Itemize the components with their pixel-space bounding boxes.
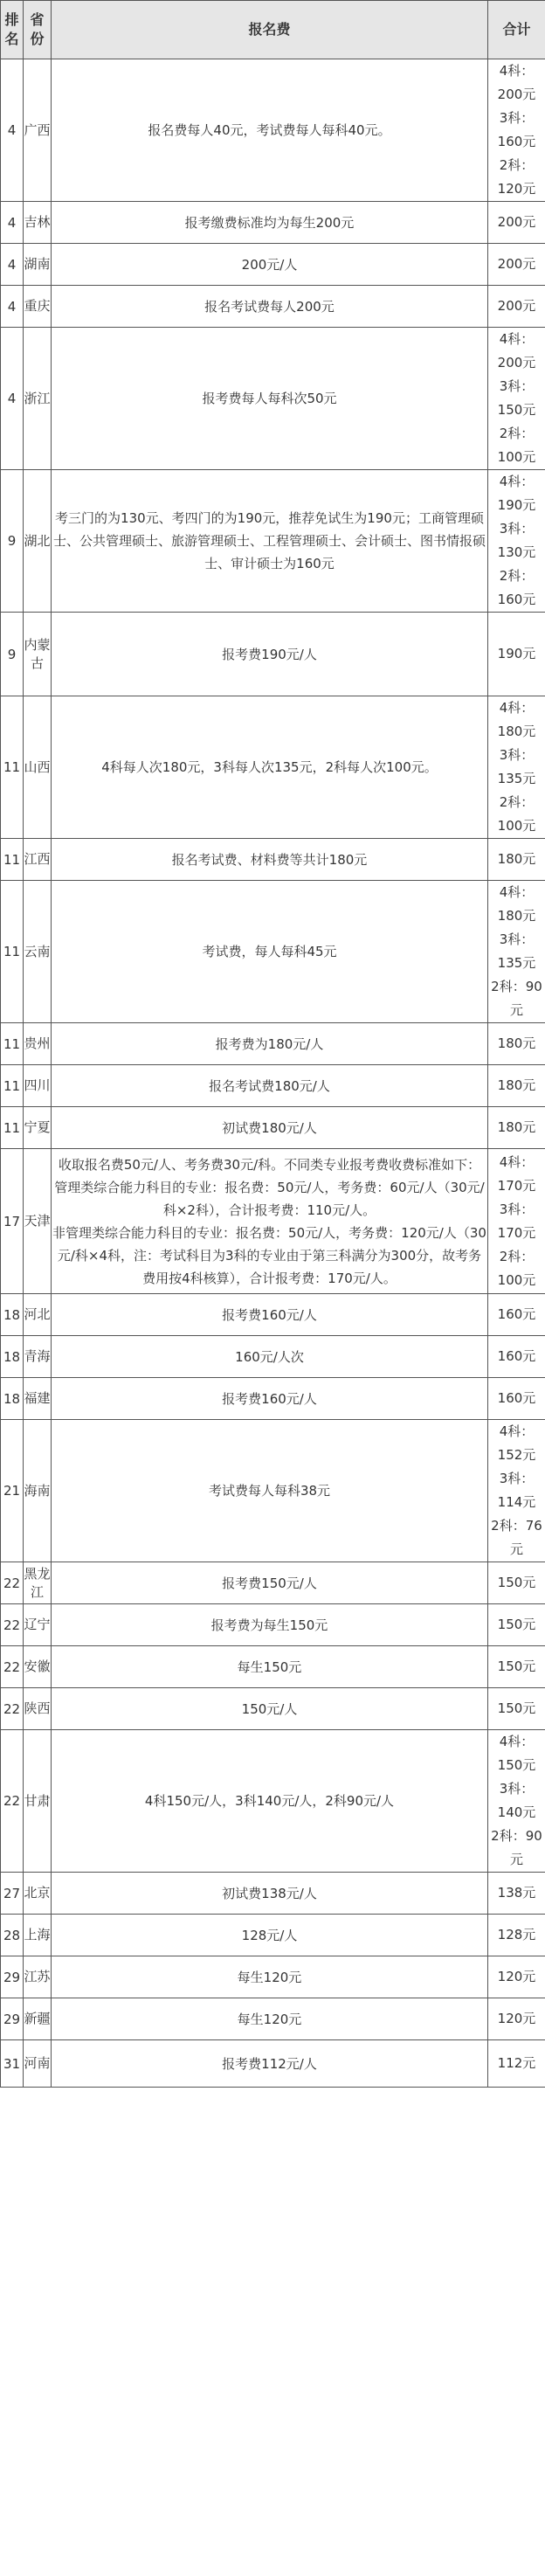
total-cell: [488, 1956, 545, 1998]
province-cell: 重庆: [24, 286, 52, 328]
total-text: 200元: [497, 256, 536, 272]
province-cell: 贵州: [24, 1023, 52, 1065]
total-text: 4科：190元: [497, 474, 536, 513]
table-row: [1, 1688, 545, 1730]
total-text: 4科：150元: [497, 1734, 536, 1773]
province-cell: 内蒙古: [24, 613, 52, 696]
total-cell: [488, 1915, 545, 1956]
province-cell: 宁夏: [24, 1107, 52, 1149]
province-cell: 陕西: [24, 1688, 52, 1730]
province-cell: 云南: [24, 881, 52, 1023]
rank-cell: 21: [1, 1420, 24, 1562]
table-row: [1, 1998, 545, 2040]
rank-cell: 9: [1, 613, 24, 696]
fee-text: 考试费，每人每科45元: [202, 944, 337, 959]
total-text: 2科：120元: [497, 157, 536, 197]
fee-cell: [52, 2040, 488, 2088]
total-cell: [488, 1107, 545, 1149]
total-cell: [488, 1336, 545, 1378]
total-cell: [488, 2040, 545, 2088]
table-row: [1, 1646, 545, 1688]
fee-text: 非管理类综合能力科目的专业：报名费：50元/人，考务费：120元/人（30元/科×4科，注：考试科目为3科的专业由于第三科满分为300分，故考务费用按4科核算），合计报考费：170元/人。: [52, 1224, 486, 1286]
province-cell: 新疆: [24, 1998, 52, 2040]
total-text: 180元: [497, 1077, 536, 1093]
fee-text: 报名考试费每人200元: [204, 298, 335, 315]
header-rank: 排名: [1, 1, 24, 59]
rank-cell: 11: [1, 1107, 24, 1149]
table-row: [1, 1023, 545, 1065]
rank-cell: 4: [1, 59, 24, 202]
fee-cell: [52, 1730, 488, 1873]
table-row: [1, 328, 545, 470]
fee-cell: [52, 839, 488, 881]
table-row: [1, 1420, 545, 1562]
total-text: 3科：130元: [497, 521, 536, 560]
total-cell: [488, 470, 545, 613]
fee-text: 150元/人: [241, 1700, 298, 1717]
fee-text: 每生120元: [237, 2011, 302, 2027]
fee-text: 考三门的为130元、考四门的为190元，推荐免试生为190元；工商管理硕士、公共管理硕士、旅游管理硕士、工程管理硕士、会计硕士、图书情报硕士、审计硕士为160元: [52, 510, 486, 571]
total-cell: [488, 1065, 545, 1107]
total-text: 3科：140元: [497, 1781, 536, 1820]
table-row: [1, 1604, 545, 1646]
total-text: 128元: [497, 1927, 536, 1942]
total-cell: [488, 1730, 545, 1873]
province-cell: 湖北: [24, 470, 52, 613]
rank-cell: 18: [1, 1336, 24, 1378]
table-row: [1, 613, 545, 696]
total-text: 3科：170元: [497, 1201, 536, 1241]
table-row: [1, 2040, 545, 2088]
fee-text: 报考费190元/人: [222, 646, 317, 662]
header-province: 省份: [24, 1, 52, 59]
total-text: 3科：114元: [497, 1471, 536, 1510]
rank-cell: 18: [1, 1378, 24, 1420]
total-cell: [488, 1149, 545, 1294]
fee-text: 128元/人: [241, 1927, 298, 1943]
province-cell: 福建: [24, 1378, 52, 1420]
rank-cell: 29: [1, 1998, 24, 2040]
fee-cell: [52, 1107, 488, 1149]
rank-cell: 22: [1, 1730, 24, 1873]
total-text: 150元: [497, 1658, 536, 1674]
total-cell: [488, 202, 545, 244]
rank-cell: 11: [1, 1023, 24, 1065]
fee-text: 200元/人: [241, 256, 298, 273]
total-cell: [488, 1023, 545, 1065]
total-cell: [488, 1294, 545, 1336]
province-cell: 安徽: [24, 1646, 52, 1688]
table-row: [1, 696, 545, 839]
total-cell: [488, 613, 545, 696]
total-text: 138元: [497, 1885, 536, 1901]
total-text: 2科：76元: [491, 1518, 542, 1557]
table-row: [1, 1065, 545, 1107]
fee-text: 收取报名费50元/人、考务费30元/科。不同类专业报考费收费标准如下：: [58, 1156, 481, 1173]
fee-cell: [52, 1915, 488, 1956]
total-text: 200元: [497, 298, 536, 314]
total-cell: [488, 839, 545, 881]
total-text: 4科：180元: [497, 700, 536, 739]
table-row: [1, 1873, 545, 1915]
total-text: 3科：160元: [497, 110, 536, 149]
total-text: 4科：200元: [497, 331, 536, 370]
rank-cell: 22: [1, 1646, 24, 1688]
total-text: 180元: [497, 851, 536, 867]
total-text: 2科：160元: [497, 568, 536, 607]
total-text: 4科：152元: [497, 1423, 536, 1463]
fee-text: 报考费112元/人: [222, 2055, 317, 2072]
total-text: 150元: [497, 1700, 536, 1716]
total-cell: [488, 1873, 545, 1915]
province-cell: 北京: [24, 1873, 52, 1915]
rank-cell: 9: [1, 470, 24, 613]
fee-text: 报考缴费标准均为每生200元: [184, 214, 355, 231]
total-text: 4科：170元: [497, 1153, 536, 1194]
province-cell: 湖南: [24, 244, 52, 286]
rank-cell: 18: [1, 1294, 24, 1336]
rank-cell: 4: [1, 286, 24, 328]
total-text: 200元: [497, 214, 536, 230]
rank-cell: 4: [1, 202, 24, 244]
fee-cell: [52, 1065, 488, 1107]
table-row: [1, 1107, 545, 1149]
total-text: 2科：100元: [497, 426, 536, 465]
table-row: [1, 1294, 545, 1336]
fee-cell: [52, 1562, 488, 1604]
total-cell: [488, 1604, 545, 1646]
province-cell: 广西: [24, 59, 52, 202]
total-text: 160元: [497, 1390, 536, 1406]
fee-cell: [52, 1646, 488, 1688]
total-text: 3科：150元: [497, 378, 536, 418]
table-body: [1, 59, 545, 2088]
province-cell: 上海: [24, 1915, 52, 1956]
total-text: 3科：135元: [497, 931, 536, 971]
rank-cell: 4: [1, 244, 24, 286]
fee-text: 报考费每人每科次50元: [202, 391, 337, 406]
total-cell: [488, 1998, 545, 2040]
fee-cell: [52, 1998, 488, 2040]
table-row: [1, 59, 545, 202]
province-cell: 河北: [24, 1294, 52, 1336]
fee-cell: [52, 1604, 488, 1646]
total-cell: [488, 1420, 545, 1562]
fee-text: 报名考试费180元/人: [209, 1077, 330, 1094]
fee-text: 初试费138元/人: [222, 1885, 317, 1901]
total-text: 160元: [497, 1348, 536, 1364]
fee-cell: [52, 286, 488, 328]
province-cell: 四川: [24, 1065, 52, 1107]
fee-cell: [52, 881, 488, 1023]
province-cell: 青海: [24, 1336, 52, 1378]
rank-cell: 29: [1, 1956, 24, 1998]
table-row: [1, 1149, 545, 1294]
table-row: [1, 1915, 545, 1956]
fee-text: 报考费160元/人: [222, 1306, 317, 1323]
total-cell: [488, 286, 545, 328]
fee-cell: [52, 470, 488, 613]
province-cell: 海南: [24, 1420, 52, 1562]
total-text: 150元: [497, 1617, 536, 1632]
rank-cell: 11: [1, 1065, 24, 1107]
fee-text: 报考费150元/人: [222, 1575, 317, 1591]
fee-cell: [52, 613, 488, 696]
fee-cell: [52, 696, 488, 839]
total-text: 4科：200元: [497, 63, 536, 102]
province-cell: 辽宁: [24, 1604, 52, 1646]
province-cell: 江西: [24, 839, 52, 881]
fee-text: 报考费为180元/人: [215, 1035, 324, 1052]
total-text: 4科：180元: [497, 884, 536, 924]
rank-cell: 22: [1, 1604, 24, 1646]
fee-cell: [52, 328, 488, 470]
fee-cell: [52, 202, 488, 244]
total-text: 2科：100元: [497, 794, 536, 834]
fee-text: 报名费每人40元，考试费每人每科40元。: [148, 122, 391, 138]
rank-cell: 27: [1, 1873, 24, 1915]
fee-text: 报名考试费、材料费等共计180元: [171, 851, 368, 868]
total-cell: [488, 1646, 545, 1688]
fee-cell: [52, 1149, 488, 1294]
fee-text: 4科每人次180元，3科每人次135元，2科每人次100元。: [101, 759, 438, 775]
province-cell: 江苏: [24, 1956, 52, 1998]
table-header-row: [1, 1, 545, 59]
fee-text: 初试费180元/人: [222, 1119, 317, 1136]
fee-cell: [52, 1023, 488, 1065]
fee-text: 管理类综合能力科目的专业：报名费：50元/人，考务费：60元/人（30元/科×2科），合计报考费：110元/人。: [54, 1179, 485, 1218]
fee-cell: [52, 1336, 488, 1378]
province-cell: 黑龙江: [24, 1562, 52, 1604]
total-text: 120元: [497, 2011, 536, 2026]
total-cell: [488, 59, 545, 202]
total-cell: [488, 1562, 545, 1604]
table-row: [1, 1730, 545, 1873]
rank-cell: 11: [1, 881, 24, 1023]
fee-text: 每生150元: [237, 1658, 302, 1675]
table-row: [1, 470, 545, 613]
fee-cell: [52, 1873, 488, 1915]
total-cell: [488, 881, 545, 1023]
province-cell: 天津: [24, 1149, 52, 1294]
total-text: 190元: [497, 646, 536, 661]
province-cell: 吉林: [24, 202, 52, 244]
province-cell: 甘肃: [24, 1730, 52, 1873]
table-row: [1, 1378, 545, 1420]
province-cell: 河南: [24, 2040, 52, 2088]
fee-cell: [52, 244, 488, 286]
table-row: [1, 286, 545, 328]
rank-cell: 17: [1, 1149, 24, 1294]
total-text: 150元: [497, 1575, 536, 1590]
rank-cell: 22: [1, 1562, 24, 1604]
table-row: [1, 839, 545, 881]
rank-cell: 11: [1, 839, 24, 881]
rank-cell: 22: [1, 1688, 24, 1730]
fee-text: 报考费160元/人: [222, 1390, 317, 1407]
total-text: 3科：135元: [497, 747, 536, 786]
table-row: [1, 881, 545, 1023]
fee-cell: [52, 1294, 488, 1336]
header-total: 合计: [488, 1, 545, 59]
province-cell: 山西: [24, 696, 52, 839]
fee-cell: [52, 1956, 488, 1998]
total-text: 2科：90元: [491, 1828, 542, 1867]
province-cell: 浙江: [24, 328, 52, 470]
total-text: 112元: [497, 2055, 536, 2071]
fee-text: 每生120元: [237, 1969, 302, 1985]
fee-text: 考试费每人每科38元: [208, 1483, 331, 1499]
fee-text: 4科150元/人，3科140元/人，2科90元/人: [144, 1793, 395, 1809]
rank-cell: 31: [1, 2040, 24, 2088]
total-cell: [488, 696, 545, 839]
rank-cell: 11: [1, 696, 24, 839]
fee-text: 160元/人次: [235, 1348, 304, 1365]
header-fee: 报名费: [52, 1, 488, 59]
fee-cell: [52, 1420, 488, 1562]
rank-cell: 4: [1, 328, 24, 470]
table-row: [1, 1336, 545, 1378]
rank-cell: 28: [1, 1915, 24, 1956]
fee-text: 报考费为每生150元: [210, 1617, 328, 1633]
total-text: 2科：100元: [497, 1248, 536, 1288]
total-cell: [488, 244, 545, 286]
total-cell: [488, 328, 545, 470]
fee-cell: [52, 1378, 488, 1420]
table-row: [1, 1956, 545, 1998]
total-text: 160元: [497, 1306, 536, 1322]
table-row: [1, 202, 545, 244]
total-cell: [488, 1378, 545, 1420]
table-row: [1, 244, 545, 286]
total-text: 180元: [497, 1119, 536, 1135]
table-row: [1, 1562, 545, 1604]
total-text: 2科：90元: [491, 979, 542, 1018]
total-text: 180元: [497, 1035, 536, 1051]
total-cell: [488, 1688, 545, 1730]
fee-cell: [52, 1688, 488, 1730]
fee-cell: [52, 59, 488, 202]
total-text: 120元: [497, 1969, 536, 1984]
